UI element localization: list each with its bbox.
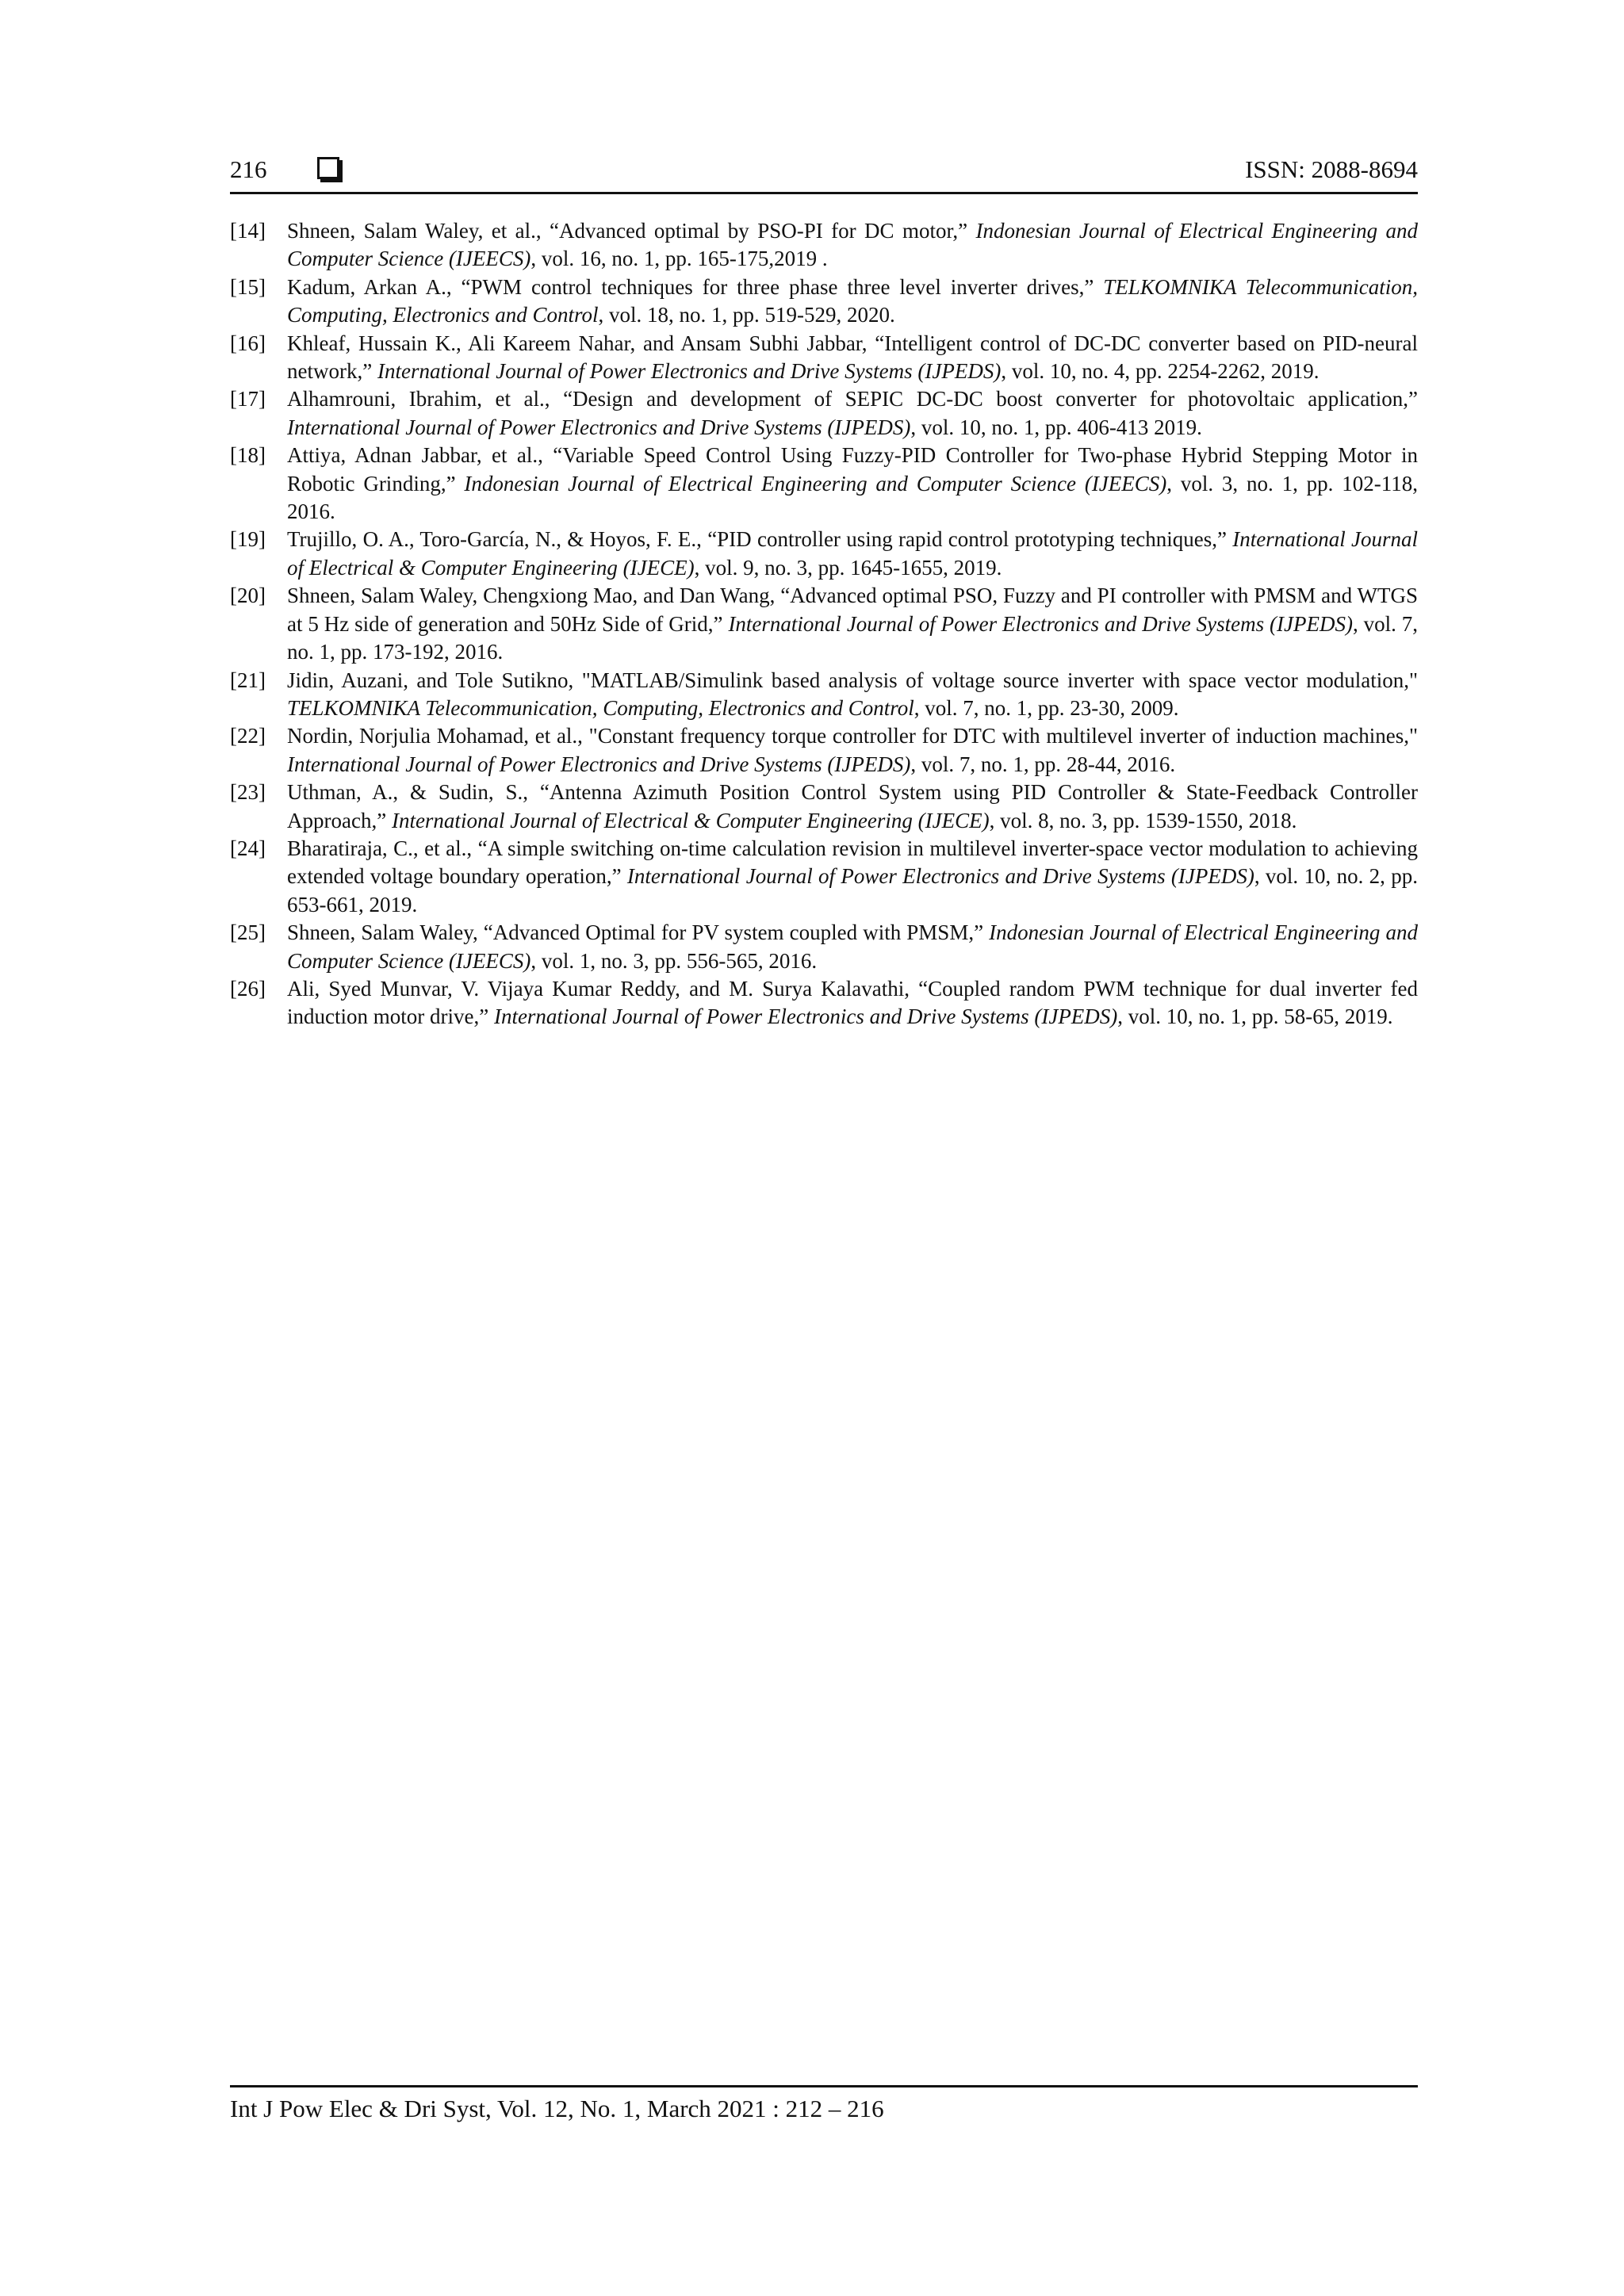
reference-number: [22] [230, 724, 266, 748]
reference-journal: Indonesian Journal of Electrical Engineering and Computer Science (IJEECS) [464, 471, 1167, 496]
reference-number: [19] [230, 527, 266, 552]
reference-item [230, 274, 1418, 330]
reference-details: , vol. 1, no. 3, pp. 556-565, 2016. [530, 948, 818, 973]
reference-journal: International Journal of Power Electronics and Drive Systems (IJPEDS) [287, 415, 911, 439]
reference-details: , vol. 10, no. 4, pp. 2254-2262, 2019. [1001, 359, 1320, 384]
reference-item [230, 582, 1418, 666]
reference-item [230, 722, 1418, 779]
reference-details: , vol. 10, no. 1, pp. 406-413 2019. [910, 415, 1202, 439]
reference-text: Alhamrouni, Ibrahim, et al., “Design and development of SEPIC DC-DC boost converter for photovoltaic application,” [287, 387, 1418, 411]
reference-item [230, 442, 1418, 526]
reference-text: Nordin, Norjulia Mohamad, et al., "Constant frequency torque controller for DTC with multilevel inverter of induction machines," [287, 724, 1418, 748]
reference-item [230, 975, 1418, 1031]
reference-details: , vol. 3, no. 1, pp. 102-118, 2016. [287, 471, 1418, 524]
reference-number: [21] [230, 668, 266, 692]
reference-details: , vol. 7, no. 1, pp. 23-30, 2009. [914, 695, 1179, 720]
reference-number: [14] [230, 219, 266, 243]
reference-details: , vol. 8, no. 3, pp. 1539-1550, 2018. [989, 808, 1297, 832]
reference-journal: International Journal of Power Electronics and Drive Systems (IJPEDS) [493, 1004, 1118, 1029]
reference-text: Kadum, Arkan A., “PWM control techniques for three phase three level inverter drives,” [287, 274, 1104, 299]
reference-number: [16] [230, 331, 266, 355]
reference-text: Shneen, Salam Waley, Chengxiong Mao, and Dan Wang, “Advanced optimal PSO, Fuzzy and PI controller with PMSM and WTGS at 5 Hz side of generation and 50Hz Side of Grid,” [287, 584, 1418, 636]
reference-details: , vol. 16, no. 1, pp. 165-175,2019 . [530, 247, 828, 271]
square-shadow-icon [317, 157, 339, 179]
reference-number: [25] [230, 920, 266, 945]
issn-label: ISSN: 2088-8694 [1245, 155, 1418, 183]
reference-text: Shneen, Salam Waley, “Advanced Optimal for PV system coupled with PMSM,” [287, 920, 990, 945]
reference-item [230, 919, 1418, 975]
reference-number: [26] [230, 976, 266, 1001]
reference-number: [15] [230, 274, 266, 299]
reference-text: Khleaf, Hussain K., Ali Kareem Nahar, and Ansam Subhi Jabbar, “Intelligent control of DC-DC converter based on PID-neural network,” [287, 331, 1418, 384]
reference-journal: TELKOMNIKA Telecommunication, Computing, Electronics and Control [287, 695, 914, 720]
reference-item [230, 526, 1418, 582]
reference-journal: International Journal of Power Electronics and Drive Systems (IJPEDS) [287, 752, 911, 776]
reference-item [230, 330, 1418, 386]
reference-text: Bharatiraja, C., et al., “A simple switching on-time calculation revision in multilevel inverter-space vector modulation to achieving extended voltage boundary operation,” [287, 836, 1418, 889]
reference-details: , vol. 10, no. 1, pp. 58-65, 2019. [1117, 1004, 1393, 1029]
reference-item [230, 835, 1418, 919]
reference-item [230, 385, 1418, 442]
reference-details: , vol. 7, no. 1, pp. 173-192, 2016. [287, 611, 1418, 664]
reference-journal: International Journal of Power Electronics and Drive Systems (IJPEDS) [626, 864, 1254, 889]
reference-text: Uthman, A., & Sudin, S., “Antenna Azimuth Position Control System using PID Controller & State-Feedback Controller Approach,” [287, 780, 1418, 832]
reference-details: , vol. 7, no. 1, pp. 28-44, 2016. [910, 752, 1176, 776]
reference-journal: International Journal of Electrical & Computer Engineering (IJECE) [391, 808, 990, 832]
reference-text: Shneen, Salam Waley, et al., “Advanced optimal by PSO-PI for DC motor,” [287, 219, 976, 243]
reference-journal: International Journal of Power Electronics and Drive Systems (IJPEDS) [728, 611, 1353, 636]
reference-text: Attiya, Adnan Jabbar, et al., “Variable Speed Control Using Fuzzy-PID Controller for Two-phase Hybrid Stepping Motor in Robotic Grinding,” [287, 443, 1418, 496]
reference-journal: TELKOMNIKA Telecommunication, Computing, Electronics and Control [287, 274, 1418, 327]
reference-text: Trujillo, O. A., Toro-García, N., & Hoyos, F. E., “PID controller using rapid control prototyping techniques,” [287, 527, 1233, 552]
reference-item [230, 217, 1418, 274]
reference-journal: Indonesian Journal of Electrical Engineering and Computer Science (IJEECS) [287, 219, 1418, 271]
reference-journal: International Journal of Power Electronics and Drive Systems (IJPEDS) [377, 359, 1002, 384]
reference-journal: Indonesian Journal of Electrical Engineering and Computer Science (IJEECS) [287, 920, 1418, 973]
reference-number: [24] [230, 836, 266, 860]
reference-text: Jidin, Auzani, and Tole Sutikno, "MATLAB/Simulink based analysis of voltage source inverter with space vector modulation," [287, 668, 1418, 692]
reference-details: , vol. 9, no. 3, pp. 1645-1655, 2019. [694, 555, 1002, 580]
reference-details: , vol. 18, no. 1, pp. 519-529, 2020. [598, 303, 895, 327]
reference-item [230, 779, 1418, 835]
page-number: 216 [230, 155, 267, 183]
reference-details: , vol. 10, no. 2, pp. 653-661, 2019. [287, 864, 1418, 916]
page-footer [230, 2085, 1418, 2124]
page-header [230, 155, 1418, 194]
reference-number: [17] [230, 387, 266, 411]
reference-journal: International Journal of Electrical & Computer Engineering (IJECE) [287, 527, 1419, 580]
reference-number: [20] [230, 584, 266, 608]
reference-list [230, 217, 1418, 1031]
reference-number: [23] [230, 780, 266, 805]
reference-text: Ali, Syed Munvar, V. Vijaya Kumar Reddy, and M. Surya Kalavathi, “Coupled random PWM technique for dual inverter fed induction motor drive,” [287, 976, 1418, 1029]
reference-item [230, 667, 1418, 723]
reference-number: [18] [230, 443, 266, 468]
journal-citation-footer: Int J Pow Elec & Dri Syst, Vol. 12, No. 1, March 2021 : 212 – 216 [230, 2095, 884, 2122]
